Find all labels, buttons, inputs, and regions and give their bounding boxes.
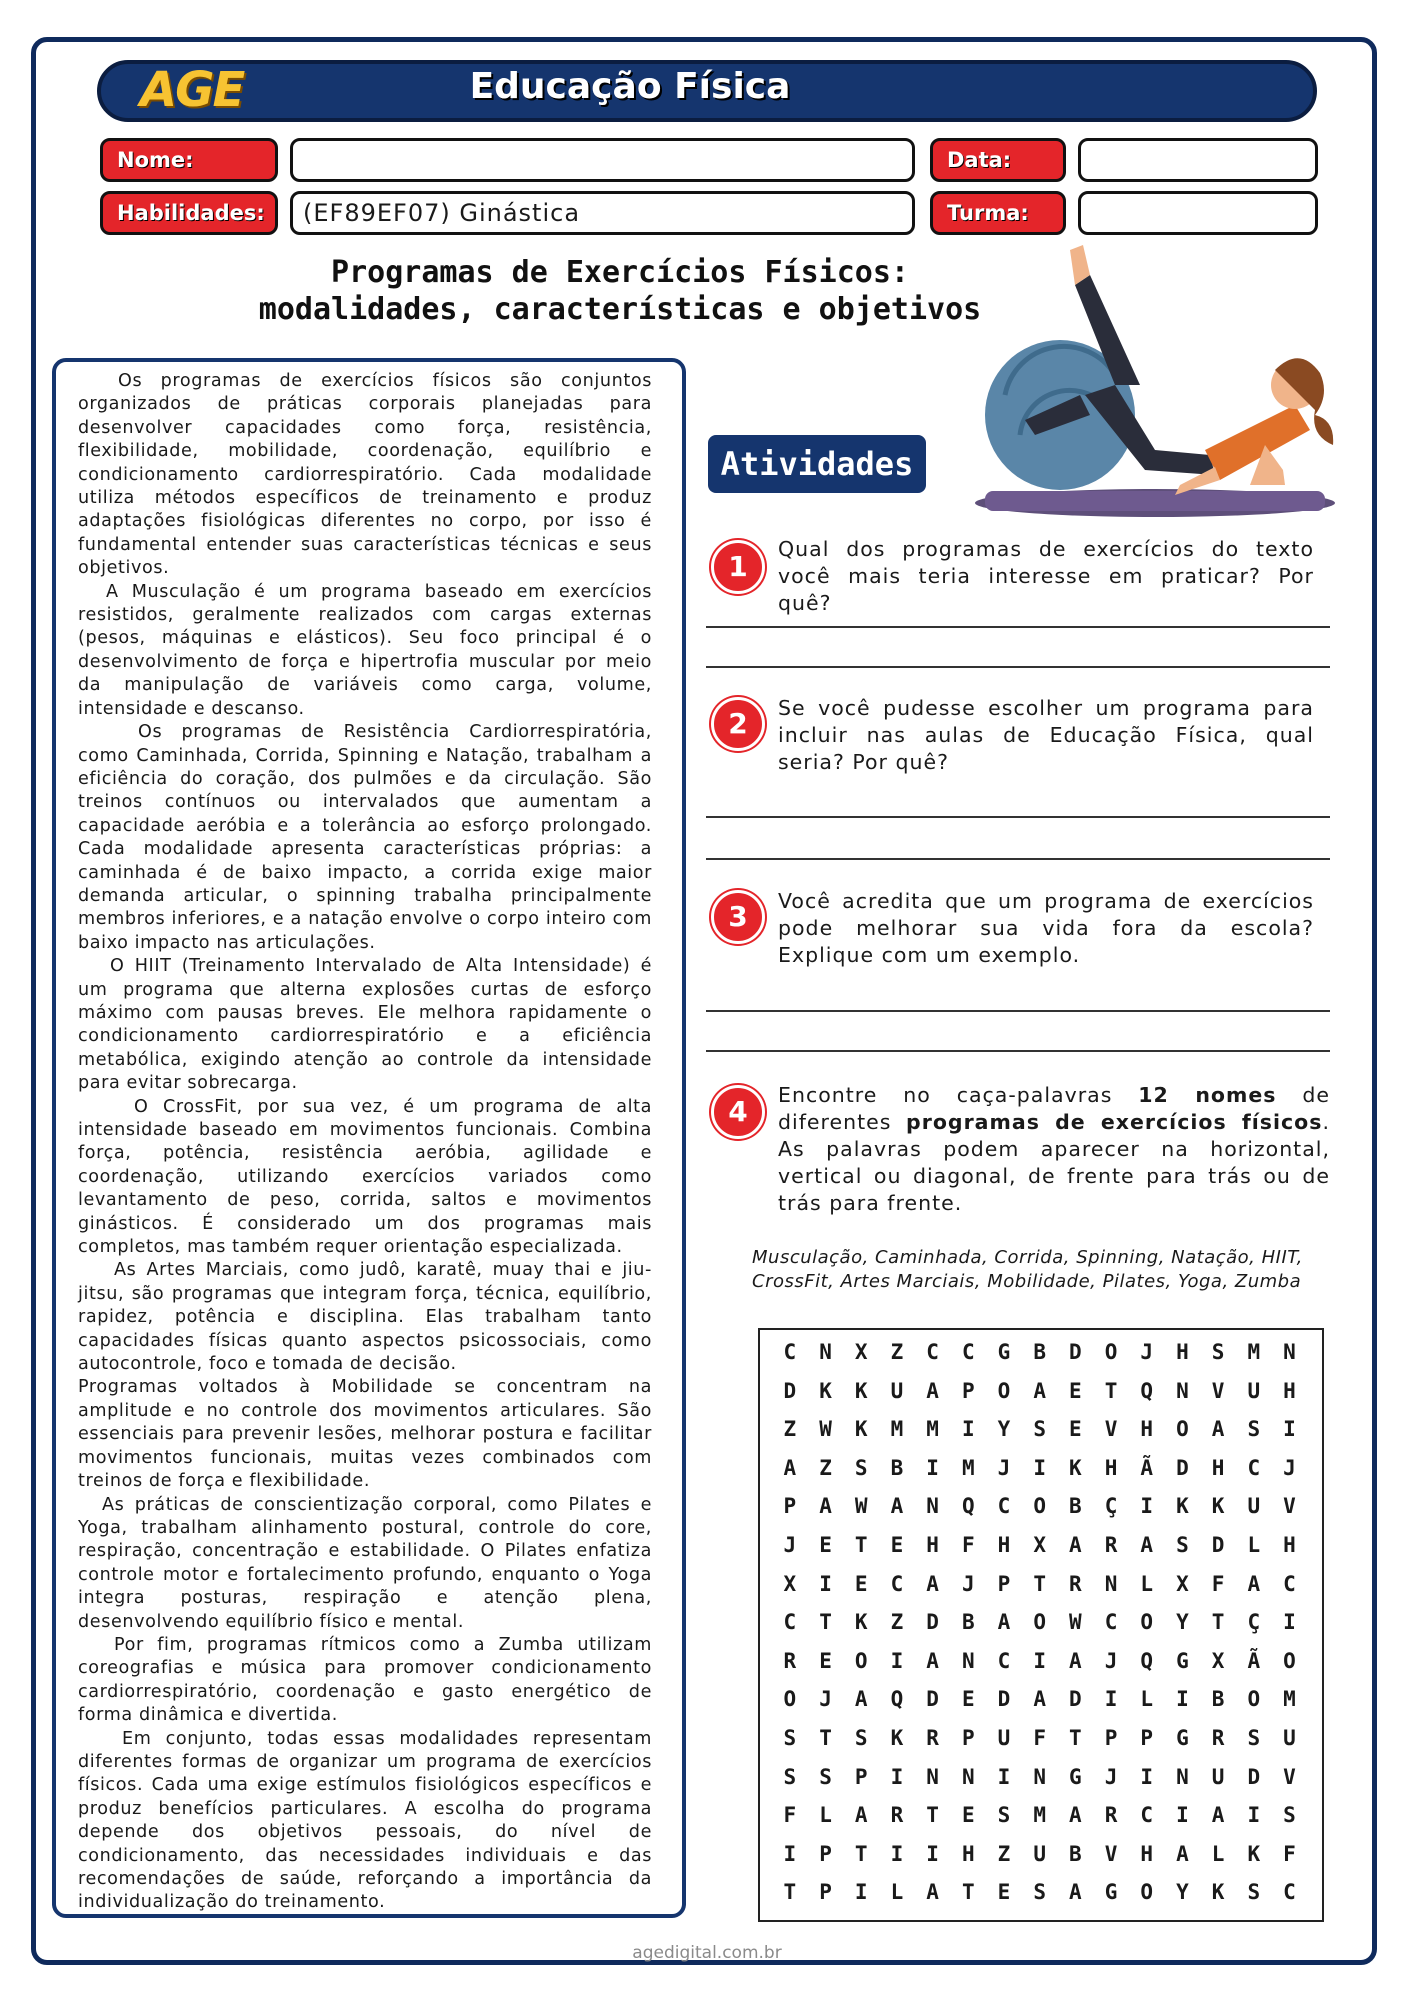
word-search-letter[interactable]: P xyxy=(783,1494,797,1519)
footer-url: agedigital.com.br xyxy=(632,1943,782,1963)
word-search-letter[interactable]: G xyxy=(1104,1880,1118,1905)
name-label: Nome: xyxy=(100,138,278,182)
word-search-letter[interactable]: B xyxy=(1069,1841,1082,1866)
main-title xyxy=(200,254,1040,328)
word-search-letter[interactable]: H xyxy=(1176,1340,1189,1364)
answer-line[interactable] xyxy=(706,666,1330,668)
word-search-letter[interactable]: A xyxy=(854,1687,868,1712)
word-search-letter[interactable]: H xyxy=(1140,1841,1154,1866)
word-search-letter[interactable]: A xyxy=(1211,1803,1225,1828)
word-search-letter[interactable]: N xyxy=(1176,1764,1189,1789)
word-search-letter[interactable]: J xyxy=(997,1455,1011,1480)
paragraph-intro: Os programas de exercícios físicos são conjuntos organizados de práticas corporais planejadas para desenvolver capacidades como força, resistência, flexibilidade, mobilidade, coordenação, equilíbrio e condicionamento cardiorrespiratório. Cada modalidade utiliza métodos específicos de treinamento e produz adaptações fisiológicas diferentes no corpo, por isso é fundamental entender suas características técnicas e seus objetivos. xyxy=(78,371,652,579)
word-search-letter[interactable]: V xyxy=(1104,1417,1118,1442)
word-search-letter[interactable]: R xyxy=(926,1725,939,1750)
word-search-letter[interactable]: I xyxy=(997,1764,1011,1789)
word-search-grid[interactable] xyxy=(772,1340,1307,1919)
word-search-letter[interactable]: R xyxy=(890,1803,904,1828)
word-search-letter[interactable]: A xyxy=(1211,1417,1225,1442)
q4-text-part: . As palavras podem aparecer na horizontal, vertical ou diagonal, de frente para trás ou de trás para frente. xyxy=(778,1110,1331,1215)
word-search-letter[interactable]: C xyxy=(1104,1610,1118,1635)
word-search-letter[interactable]: I xyxy=(1104,1687,1118,1712)
word-search-letter[interactable]: F xyxy=(961,1532,975,1557)
word-search-letter[interactable]: K xyxy=(1176,1494,1189,1519)
word-list: Musculação, Caminhada, Corrida, Spinning, Natação, HIIT, CrossFit, Artes Marciais, Mobilidade, Pilates, Yoga, Zumba xyxy=(752,1247,1303,1292)
word-search-letter[interactable]: T xyxy=(1211,1610,1225,1635)
word-search-letter[interactable]: C xyxy=(1247,1455,1261,1480)
word-search-letter[interactable]: K xyxy=(1211,1880,1225,1905)
word-search-letter[interactable]: I xyxy=(783,1841,797,1866)
word-search-letter[interactable]: C xyxy=(997,1648,1011,1673)
date-field[interactable] xyxy=(1078,138,1318,182)
word-search-letter[interactable]: I xyxy=(1033,1455,1046,1480)
word-search-letter[interactable]: R xyxy=(1104,1803,1118,1828)
word-search-letter[interactable]: K xyxy=(1211,1494,1225,1519)
question-2-text: Se você pudesse escolher um programa para incluir nas aulas de Educação Física, qual seria? Por quê? xyxy=(778,696,1314,774)
word-search-letter[interactable]: T xyxy=(1069,1725,1082,1750)
word-search-letter[interactable]: A xyxy=(1176,1841,1189,1866)
word-search-letter[interactable]: K xyxy=(854,1417,868,1442)
reading-text xyxy=(78,370,652,1915)
word-search-letter[interactable]: R xyxy=(1104,1532,1118,1557)
word-search-letter[interactable]: N xyxy=(1283,1340,1296,1364)
title-line-2: modalidades, características e objetivos xyxy=(258,292,982,327)
word-search-letter[interactable]: A xyxy=(1140,1532,1154,1557)
word-search-row xyxy=(772,1572,1307,1611)
word-search-letter[interactable]: I xyxy=(819,1571,832,1596)
word-search-letter[interactable]: L xyxy=(1247,1532,1261,1557)
word-search-letter[interactable]: J xyxy=(1104,1648,1118,1673)
word-search-letter[interactable]: O xyxy=(1033,1494,1046,1519)
word-search-letter[interactable]: T xyxy=(1033,1571,1046,1596)
word-search-letter[interactable]: D xyxy=(1211,1532,1225,1557)
word-search-letter[interactable]: P xyxy=(1140,1725,1154,1750)
word-search-letter[interactable]: U xyxy=(890,1378,904,1403)
word-search-letter[interactable]: U xyxy=(1283,1725,1296,1750)
word-search-letter[interactable]: A xyxy=(1069,1803,1082,1828)
word-search-letter[interactable]: A xyxy=(1069,1532,1082,1557)
word-search-letter[interactable]: K xyxy=(854,1610,868,1635)
word-search-letter[interactable]: S xyxy=(854,1725,868,1750)
word-search-letter[interactable]: S xyxy=(1247,1725,1261,1750)
word-search-letter[interactable]: U xyxy=(1211,1764,1225,1789)
word-search-letter[interactable]: T xyxy=(926,1803,939,1828)
word-search-letter[interactable]: T xyxy=(819,1725,832,1750)
word-search-letter[interactable]: B xyxy=(961,1610,975,1635)
word-search-letter[interactable]: G xyxy=(997,1340,1011,1364)
word-search-letter[interactable]: I xyxy=(854,1880,868,1905)
word-search-letter[interactable]: Ã xyxy=(1140,1455,1154,1480)
word-search-letter[interactable]: O xyxy=(1104,1340,1118,1364)
word-search-letter[interactable]: H xyxy=(926,1532,939,1557)
word-search-letter[interactable]: P xyxy=(961,1725,975,1750)
word-search-letter[interactable]: C xyxy=(783,1610,797,1635)
word-search-letter[interactable]: K xyxy=(854,1378,868,1403)
word-search-letter[interactable]: B xyxy=(1033,1340,1046,1364)
skills-field[interactable]: (EF89EF07) Ginástica xyxy=(290,191,915,235)
word-search-letter[interactable]: H xyxy=(961,1841,975,1866)
word-search-letter[interactable]: D xyxy=(926,1687,939,1712)
answer-line[interactable] xyxy=(706,626,1330,628)
word-search-letter[interactable]: N xyxy=(961,1648,975,1673)
word-search-letter[interactable]: V xyxy=(1283,1764,1296,1789)
word-search-letter[interactable]: A xyxy=(926,1571,939,1596)
word-search-letter[interactable]: S xyxy=(783,1764,797,1789)
word-search-letter[interactable]: X xyxy=(1033,1532,1046,1557)
word-search-row xyxy=(772,1687,1307,1726)
class-field[interactable] xyxy=(1078,191,1318,235)
word-search-letter[interactable]: J xyxy=(961,1571,975,1596)
word-search-letter[interactable]: I xyxy=(1247,1803,1261,1828)
word-search-letter[interactable]: A xyxy=(890,1494,904,1519)
word-search-letter[interactable]: D xyxy=(1069,1687,1082,1712)
word-search-letter[interactable]: J xyxy=(1140,1340,1154,1364)
word-search-letter[interactable]: M xyxy=(1033,1803,1046,1828)
word-search-letter[interactable]: I xyxy=(1283,1417,1296,1442)
word-search-letter[interactable]: G xyxy=(1176,1725,1189,1750)
word-search-letter[interactable]: N xyxy=(1176,1378,1189,1403)
word-search-row xyxy=(772,1340,1307,1379)
age-logo: AGE xyxy=(140,62,244,118)
word-search-letter[interactable]: Q xyxy=(1140,1648,1154,1673)
word-search-letter[interactable]: P xyxy=(819,1880,832,1905)
question-4-text xyxy=(778,1082,1330,1217)
word-search-letter[interactable]: G xyxy=(1176,1648,1189,1673)
word-search-letter[interactable]: V xyxy=(1283,1494,1296,1519)
word-search-letter[interactable]: W xyxy=(854,1494,868,1519)
word-search-row xyxy=(772,1417,1307,1456)
word-search-letter[interactable]: S xyxy=(783,1725,797,1750)
word-search-letter[interactable]: J xyxy=(1104,1764,1118,1789)
word-search-letter[interactable]: Z xyxy=(890,1340,904,1364)
word-search-letter[interactable]: F xyxy=(1033,1725,1046,1750)
question-2-number: 2 xyxy=(711,697,765,751)
word-search-letter[interactable]: Z xyxy=(819,1455,832,1480)
word-search-letter[interactable]: T xyxy=(854,1841,868,1866)
word-search-letter[interactable]: I xyxy=(890,1648,904,1673)
word-search-letter[interactable]: D xyxy=(1176,1455,1189,1480)
word-search-letter[interactable]: N xyxy=(926,1764,939,1789)
word-search-row xyxy=(772,1533,1307,1572)
word-search-letter[interactable]: C xyxy=(783,1340,797,1364)
word-search-letter[interactable]: O xyxy=(1176,1417,1189,1442)
word-search-letter[interactable]: J xyxy=(819,1687,832,1712)
paragraph-musculacao: A Musculação é um programa baseado em exercícios resistidos, geralmente realizados com cargas externas (pesos, máquinas e elásticos). Seu foco principal é o desenvolvimento de força e hipertrofia muscular por meio da manipulação de variáveis como carga, volume, intensidade e descanso. xyxy=(78,581,652,719)
word-search-letter[interactable]: S xyxy=(1033,1880,1046,1905)
word-search-row xyxy=(772,1842,1307,1881)
word-search-letter[interactable]: C xyxy=(1283,1571,1296,1596)
word-search-letter[interactable]: I xyxy=(890,1764,904,1789)
pilates-woman-illustration xyxy=(965,245,1345,525)
word-search-letter[interactable]: H xyxy=(1104,1455,1118,1480)
word-search-letter[interactable]: K xyxy=(819,1378,832,1403)
word-search-letter[interactable]: Y xyxy=(997,1417,1011,1442)
word-search-letter[interactable]: J xyxy=(1283,1455,1296,1480)
word-search-letter[interactable]: P xyxy=(819,1841,832,1866)
word-search-letter[interactable]: P xyxy=(1104,1725,1118,1750)
word-search-row xyxy=(772,1803,1307,1842)
paragraph-resistencia: Os programas de Resistência Cardiorrespiratória, como Caminhada, Corrida, Spinning e Natação, trabalham a eficiência do coração, dos pulmões e da circulação. São treinos contínuos ou intervalados que aumentam a capacidade aeróbia e a tolerância ao esforço prolongado. Cada modalidade apresenta características próprias: a caminhada é de baixo impacto, a corrida exige maior demanda articular, o spinning trabalha principalmente membros inferiores, e a natação envolve o corpo inteiro com baixo impacto nas articulações. xyxy=(78,722,652,953)
word-search-letter[interactable]: S xyxy=(1033,1417,1046,1442)
word-search-letter[interactable]: J xyxy=(783,1532,797,1557)
word-search-letter[interactable]: Z xyxy=(783,1417,797,1442)
word-search-letter[interactable]: A xyxy=(819,1494,832,1519)
word-search-letter[interactable]: M xyxy=(890,1417,904,1442)
word-search-row xyxy=(772,1880,1307,1919)
word-search-letter[interactable]: P xyxy=(961,1378,975,1403)
word-search-letter[interactable]: H xyxy=(1283,1532,1296,1557)
word-search-letter[interactable]: Ç xyxy=(1104,1494,1118,1519)
question-1-text: Qual dos programas de exercícios do texto você mais teria interesse em praticar? Por quê? xyxy=(778,537,1314,615)
word-search-letter[interactable]: Ã xyxy=(1247,1648,1261,1673)
paragraph-mobilidade: Programas voltados à Mobilidade se concentram na amplitude e no controle dos movimentos articulares. São essenciais para prevenir lesões, melhorar postura e facilitar movimentos funcionais, muitas vezes combinados com treinos de força e flexibilidade. xyxy=(78,1377,652,1492)
word-search-letter[interactable]: O xyxy=(1283,1648,1296,1673)
q4-bold-count: 12 nomes xyxy=(1138,1083,1277,1107)
word-search-letter[interactable]: L xyxy=(1140,1571,1154,1596)
word-search-letter[interactable]: R xyxy=(1069,1571,1082,1596)
question-3-number: 3 xyxy=(711,890,765,944)
word-search-letter[interactable]: Q xyxy=(890,1687,904,1712)
word-search-letter[interactable]: L xyxy=(1140,1687,1154,1712)
word-search-letter[interactable]: O xyxy=(854,1648,868,1673)
answer-line[interactable] xyxy=(706,858,1330,860)
word-search-letter[interactable]: C xyxy=(1140,1803,1154,1828)
word-search-letter[interactable]: M xyxy=(1247,1340,1261,1364)
word-search-letter[interactable]: H xyxy=(1283,1378,1296,1403)
word-search-letter[interactable]: I xyxy=(1176,1803,1189,1828)
word-search-letter[interactable]: T xyxy=(854,1532,868,1557)
word-search-letter[interactable]: I xyxy=(926,1841,939,1866)
q4-text-part: Encontre no caça-palavras xyxy=(778,1083,1139,1107)
word-search-letter[interactable]: B xyxy=(890,1455,904,1480)
word-search-letter[interactable]: S xyxy=(1176,1532,1189,1557)
word-search-letter[interactable]: A xyxy=(1069,1648,1082,1673)
word-search-letter[interactable]: Ç xyxy=(1247,1610,1261,1635)
word-search-letter[interactable]: K xyxy=(890,1725,904,1750)
word-search-letter[interactable]: T xyxy=(961,1880,975,1905)
word-search-letter[interactable]: N xyxy=(961,1764,975,1789)
word-search-letter[interactable]: O xyxy=(1247,1687,1261,1712)
word-search-letter[interactable]: D xyxy=(1247,1764,1261,1789)
word-search-letter[interactable]: I xyxy=(1033,1648,1046,1673)
word-search-letter[interactable]: L xyxy=(819,1803,832,1828)
word-search-letter[interactable]: S xyxy=(1283,1803,1296,1828)
word-search-letter[interactable]: I xyxy=(1283,1610,1296,1635)
word-search-letter[interactable]: I xyxy=(890,1841,904,1866)
word-search-letter[interactable]: B xyxy=(1069,1494,1082,1519)
word-search-letter[interactable]: K xyxy=(1247,1841,1261,1866)
answer-line[interactable] xyxy=(706,1050,1330,1052)
word-search-letter[interactable]: U xyxy=(1033,1841,1046,1866)
word-search-letter[interactable]: U xyxy=(997,1725,1011,1750)
question-3-text: Você acredita que um programa de exercícios pode melhorar sua vida fora da escola? Explique com um exemplo. xyxy=(778,889,1314,967)
paragraph-conclusion: Em conjunto, todas essas modalidades representam diferentes formas de organizar um programa de exercícios físicos. Cada uma exige estímulos fisiológicos específicos e produz benefícios particulares. A escolha do programa depende dos objetivos pessoais, do nível de condicionamento, das necessidades individuais e das recomendações de saúde, reforçando a importância da individualização do treinamento. xyxy=(78,1728,652,1913)
word-search-letter[interactable]: D xyxy=(997,1687,1011,1712)
answer-line[interactable] xyxy=(706,1010,1330,1012)
word-search-letter[interactable]: X xyxy=(1211,1648,1225,1673)
word-search-letter[interactable]: Q xyxy=(961,1494,975,1519)
title-line-1: Programas de Exercícios Físicos: xyxy=(331,255,909,290)
word-search-letter[interactable]: A xyxy=(1033,1378,1046,1403)
word-search-row xyxy=(772,1494,1307,1533)
word-search-letter[interactable]: P xyxy=(854,1764,868,1789)
word-search-letter[interactable]: Y xyxy=(1176,1610,1189,1635)
question-1-number: 1 xyxy=(711,540,765,594)
word-search-letter[interactable]: F xyxy=(1283,1841,1296,1866)
word-search-letter[interactable]: W xyxy=(1069,1610,1082,1635)
word-search-letter[interactable]: L xyxy=(1211,1841,1225,1866)
word-search-letter[interactable]: C xyxy=(997,1494,1011,1519)
word-search-letter[interactable]: D xyxy=(1069,1340,1082,1364)
word-search-letter[interactable]: A xyxy=(1247,1571,1261,1596)
word-search-letter[interactable]: S xyxy=(997,1803,1011,1828)
date-label: Data: xyxy=(930,138,1066,182)
word-search-letter[interactable]: S xyxy=(854,1455,868,1480)
word-search-letter[interactable]: I xyxy=(926,1455,939,1480)
word-search-letter[interactable]: A xyxy=(783,1455,797,1480)
word-search-letter[interactable]: I xyxy=(1140,1494,1154,1519)
word-search-letter[interactable]: W xyxy=(819,1417,832,1442)
word-search-letter[interactable]: Q xyxy=(1140,1378,1154,1403)
word-search-letter[interactable]: S xyxy=(1211,1340,1225,1364)
word-search-letter[interactable]: N xyxy=(819,1340,832,1364)
word-search-row xyxy=(772,1610,1307,1649)
word-search-row xyxy=(772,1765,1307,1804)
word-search-letter[interactable]: N xyxy=(926,1494,939,1519)
word-search-row xyxy=(772,1456,1307,1495)
word-search-letter[interactable]: C xyxy=(890,1571,904,1596)
name-field[interactable] xyxy=(290,138,915,182)
word-search-letter[interactable]: C xyxy=(926,1340,939,1364)
word-search-letter[interactable]: O xyxy=(1033,1610,1046,1635)
q4-text-part: de diferentes xyxy=(778,1083,1330,1134)
word-search-row xyxy=(772,1379,1307,1418)
word-search-letter[interactable]: M xyxy=(961,1455,975,1480)
word-search-letter[interactable]: M xyxy=(926,1417,939,1442)
word-search-letter[interactable]: A xyxy=(926,1880,939,1905)
word-search-letter[interactable]: F xyxy=(783,1803,797,1828)
question-4-number: 4 xyxy=(711,1085,765,1139)
word-search-row xyxy=(772,1649,1307,1688)
activities-badge: Atividades xyxy=(708,435,926,493)
word-search-letter[interactable]: V xyxy=(1211,1378,1225,1403)
paragraph-hiit: O HIIT (Treinamento Intervalado de Alta Intensidade) é um programa que alterna explosões curtas de esforço máximo com pausas breves. Ele melhora rapidamente o condicionamento cardiorrespiratório e a eficiência metabólica, exigindo atenção ao controle da intensidade para evitar sobrecarga. xyxy=(78,956,652,1094)
word-search-letter[interactable]: A xyxy=(997,1610,1011,1635)
word-search-letter[interactable]: S xyxy=(1247,1417,1261,1442)
word-search-letter[interactable]: I xyxy=(961,1417,975,1442)
word-search-letter[interactable]: C xyxy=(961,1340,975,1364)
word-search-row xyxy=(772,1726,1307,1765)
word-search-letter[interactable]: U xyxy=(1247,1378,1261,1403)
word-search-letter[interactable]: A xyxy=(1069,1880,1082,1905)
word-search-letter[interactable]: N xyxy=(1104,1571,1118,1596)
word-search-letter[interactable]: P xyxy=(997,1571,1011,1596)
word-search-letter[interactable]: Y xyxy=(1176,1880,1189,1905)
word-search-letter[interactable]: S xyxy=(1247,1880,1261,1905)
word-search-letter[interactable]: H xyxy=(997,1532,1011,1557)
word-search-letter[interactable]: T xyxy=(1104,1378,1118,1403)
word-search-letter[interactable]: N xyxy=(1033,1764,1046,1789)
word-search-letter[interactable]: K xyxy=(1069,1455,1082,1480)
word-search-letter[interactable]: G xyxy=(1069,1764,1082,1789)
word-search-letter[interactable]: E xyxy=(961,1803,975,1828)
word-search-letter[interactable]: S xyxy=(819,1764,832,1789)
word-search-letter[interactable]: A xyxy=(854,1803,868,1828)
word-search-letter[interactable]: E xyxy=(997,1880,1011,1905)
word-search-letter[interactable]: E xyxy=(1069,1417,1082,1442)
paragraph-pilates-yoga: As práticas de conscientização corporal, como Pilates e Yoga, trabalham alinhamento postural, controle do core, respiração, concentração e estabilidade. O Pilates enfatiza controle motor e fortalecimento profundo, enquanto o Yoga integra posturas, respiração e atenção plena, desenvolvendo equilíbrio físico e mental. xyxy=(78,1494,652,1632)
word-search-letter[interactable]: U xyxy=(1247,1494,1261,1519)
word-search-letter[interactable]: R xyxy=(783,1648,797,1673)
word-search-letter[interactable]: L xyxy=(890,1880,904,1905)
word-search-letter[interactable]: A xyxy=(1033,1687,1046,1712)
word-search-letter[interactable]: O xyxy=(783,1687,797,1712)
word-search-letter[interactable]: O xyxy=(997,1378,1011,1403)
word-search-letter[interactable]: I xyxy=(1176,1687,1189,1712)
word-search-letter[interactable]: I xyxy=(1140,1764,1154,1789)
q4-bold-topic: programas de exercícios físicos xyxy=(906,1110,1323,1134)
word-search-letter[interactable]: E xyxy=(961,1687,975,1712)
word-search-letter[interactable]: F xyxy=(1211,1571,1225,1596)
word-search-letter[interactable]: T xyxy=(819,1610,832,1635)
word-search-letter[interactable]: T xyxy=(783,1880,797,1905)
word-search-letter[interactable]: V xyxy=(1104,1841,1118,1866)
word-search-letter[interactable]: D xyxy=(783,1378,797,1403)
word-search-letter[interactable]: C xyxy=(1283,1880,1296,1905)
word-search-letter[interactable]: X xyxy=(854,1340,868,1364)
word-search-letter[interactable]: B xyxy=(1211,1687,1225,1712)
word-search-letter[interactable]: X xyxy=(1176,1571,1189,1596)
word-search-letter[interactable]: A xyxy=(926,1378,939,1403)
skills-label: Habilidades: xyxy=(100,191,278,235)
word-search-letter[interactable]: H xyxy=(1211,1455,1225,1480)
paragraph-artes-marciais: As Artes Marciais, como judô, karatê, muay thai e jiu-jitsu, são programas que integram força, técnica, equilíbrio, rapidez, potência e disciplina. Elas trabalham tanto capacidades físicas quanto aspectos psicossociais, como autocontrole, foco e tomada de decisão. xyxy=(78,1260,652,1375)
word-search-letter[interactable]: D xyxy=(926,1610,939,1635)
word-search-letter[interactable]: Z xyxy=(997,1841,1011,1866)
word-search-letter[interactable]: M xyxy=(1283,1687,1296,1712)
word-search-letter[interactable]: E xyxy=(1069,1378,1082,1403)
word-search-letter[interactable]: H xyxy=(1140,1417,1154,1442)
answer-line[interactable] xyxy=(706,816,1330,818)
word-search-letter[interactable]: E xyxy=(819,1532,832,1557)
word-search-letter[interactable]: E xyxy=(819,1648,832,1673)
word-search-letter[interactable]: Z xyxy=(890,1610,904,1635)
paragraph-crossfit: O CrossFit, por sua vez, é um programa de alta intensidade baseado em movimentos funcionais. Combina força, potência, resistência aeróbia, agilidade e coordenação, utilizando exercícios variados como levantamento de peso, corrida, saltos e movimentos ginásticos. É considerado um dos programas mais completos, mas também requer orientação especializada. xyxy=(78,1096,652,1258)
word-search-letter[interactable]: O xyxy=(1140,1880,1154,1905)
subject-title: Educação Física xyxy=(469,66,791,107)
word-search-letter[interactable]: O xyxy=(1140,1610,1154,1635)
word-search-letter[interactable]: R xyxy=(1211,1725,1225,1750)
word-search-letter[interactable]: A xyxy=(926,1648,939,1673)
paragraph-zumba: Por fim, programas rítmicos como a Zumba utilizam coreografias e música para promover condicionamento cardiorrespiratório, coordenação e gasto energético de forma dinâmica e divertida. xyxy=(78,1634,652,1726)
word-search-letter[interactable]: E xyxy=(854,1571,868,1596)
word-search-letter[interactable]: E xyxy=(890,1532,904,1557)
word-search-letter[interactable]: X xyxy=(783,1571,797,1596)
class-label: Turma: xyxy=(930,191,1066,235)
